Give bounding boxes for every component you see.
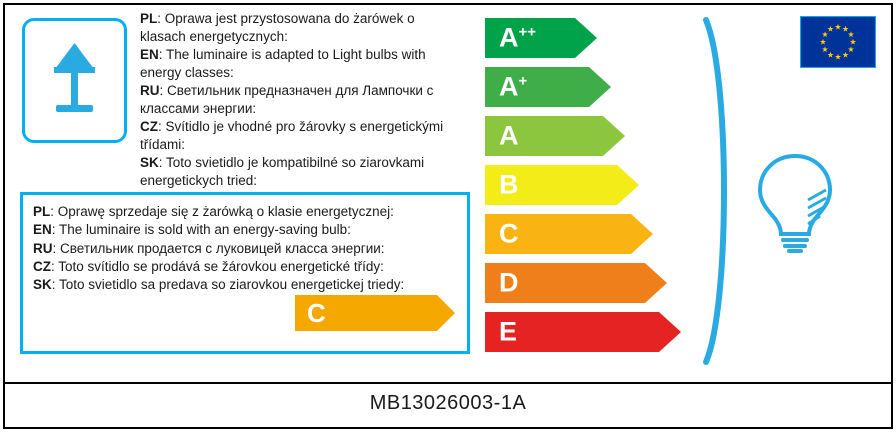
notice-text: : Oprawa jest przystosowana do żarówek o klasach energetycznych: bbox=[140, 11, 415, 44]
class-letter: A bbox=[499, 120, 519, 151]
notice-line bbox=[140, 10, 460, 46]
eu-star bbox=[822, 31, 828, 37]
energy-class-row bbox=[485, 263, 667, 303]
lang-tag: SK bbox=[140, 154, 159, 170]
notice-line bbox=[33, 240, 457, 258]
energy-class-row bbox=[485, 116, 625, 156]
lang-tag: EN bbox=[140, 46, 159, 62]
class-letter: E bbox=[499, 316, 518, 347]
eu-star bbox=[822, 46, 828, 52]
energy-class-ladder bbox=[485, 18, 685, 363]
lang-tag: EN bbox=[33, 222, 52, 238]
notice-text: : Светильник продается с луковицей класса энергии: bbox=[52, 240, 385, 256]
energy-class-row bbox=[485, 214, 653, 254]
class-sup: ++ bbox=[518, 23, 537, 41]
energy-class-label bbox=[499, 169, 519, 200]
class-letter: C bbox=[307, 298, 326, 328]
top-notice bbox=[140, 10, 460, 190]
eu-star bbox=[850, 39, 856, 45]
energy-class-label bbox=[499, 71, 528, 102]
eu-star bbox=[827, 52, 833, 58]
notice-text: : Toto svietidlo je kompatibilné so ziarovkami energetickych tried: bbox=[140, 154, 425, 188]
notice-text: : Toto svítidlo se prodává se žárovkou energetické třídy: bbox=[51, 259, 384, 275]
arrow-label bbox=[307, 300, 326, 326]
notice-text: : The luminaire is adapted to Light bulbs with energy classes: bbox=[140, 46, 426, 80]
lang-tag: RU bbox=[33, 240, 53, 256]
notice-line bbox=[140, 154, 460, 190]
lang-tag: PL bbox=[140, 11, 158, 26]
notice-line bbox=[33, 203, 457, 221]
bottom-notice-box bbox=[20, 192, 470, 354]
energy-class-label bbox=[499, 22, 537, 53]
notice-line bbox=[140, 82, 460, 118]
footer-divider bbox=[5, 382, 891, 384]
energy-class-row bbox=[485, 18, 597, 58]
eu-star bbox=[842, 52, 848, 58]
bracket-icon bbox=[700, 16, 740, 366]
class-sup: + bbox=[518, 72, 528, 90]
notice-text: : Oprawę sprzedaje się z żarówką o klasie energetycznej: bbox=[50, 204, 394, 219]
lang-tag: SK bbox=[33, 277, 52, 293]
notice-text: : Светильник предназначен для Лампочки с классами энергии: bbox=[140, 82, 434, 116]
notice-line bbox=[140, 118, 460, 154]
class-letter: B bbox=[499, 169, 519, 200]
table-lamp-icon bbox=[25, 21, 124, 140]
eu-flag bbox=[800, 16, 876, 68]
lang-tag: CZ bbox=[33, 259, 51, 275]
notice-line bbox=[33, 221, 457, 239]
energy-class-row bbox=[485, 165, 639, 205]
light-bulb-icon bbox=[750, 150, 840, 255]
eu-star bbox=[835, 54, 841, 60]
energy-class-label bbox=[499, 218, 519, 249]
product-code: MB13026003-1A bbox=[369, 392, 527, 414]
eu-star bbox=[842, 26, 848, 32]
class-letter: D bbox=[499, 267, 519, 298]
class-letter: C bbox=[499, 218, 519, 249]
eu-star bbox=[848, 46, 854, 52]
notice-line bbox=[33, 258, 457, 276]
energy-class-label bbox=[499, 316, 518, 347]
notice-text: : Toto svietidlo sa predava so ziarovkou energetickej triedy: bbox=[51, 277, 405, 293]
lang-tag: CZ bbox=[140, 118, 158, 134]
class-letter: A bbox=[499, 71, 519, 102]
eu-star bbox=[835, 24, 841, 30]
notice-line bbox=[140, 46, 460, 82]
lang-tag: PL bbox=[33, 204, 51, 219]
energy-class-label bbox=[499, 267, 519, 298]
energy-class-label bbox=[499, 120, 519, 151]
energy-class-row bbox=[485, 67, 611, 107]
notice-text: : The luminaire is sold with an energy-saving bulb: bbox=[51, 222, 351, 238]
class-letter: A bbox=[499, 22, 519, 53]
notice-text: : Svítidlo je vhodné pro žárovky s energetickými třídami: bbox=[140, 118, 444, 152]
energy-class-row bbox=[485, 312, 681, 352]
eu-star bbox=[848, 31, 854, 37]
included-bulb-class-arrow bbox=[295, 295, 455, 331]
lamp-icon-box bbox=[22, 18, 127, 143]
eu-star bbox=[827, 26, 833, 32]
eu-star bbox=[820, 39, 826, 45]
lang-tag: RU bbox=[140, 82, 160, 98]
notice-line bbox=[33, 276, 457, 294]
